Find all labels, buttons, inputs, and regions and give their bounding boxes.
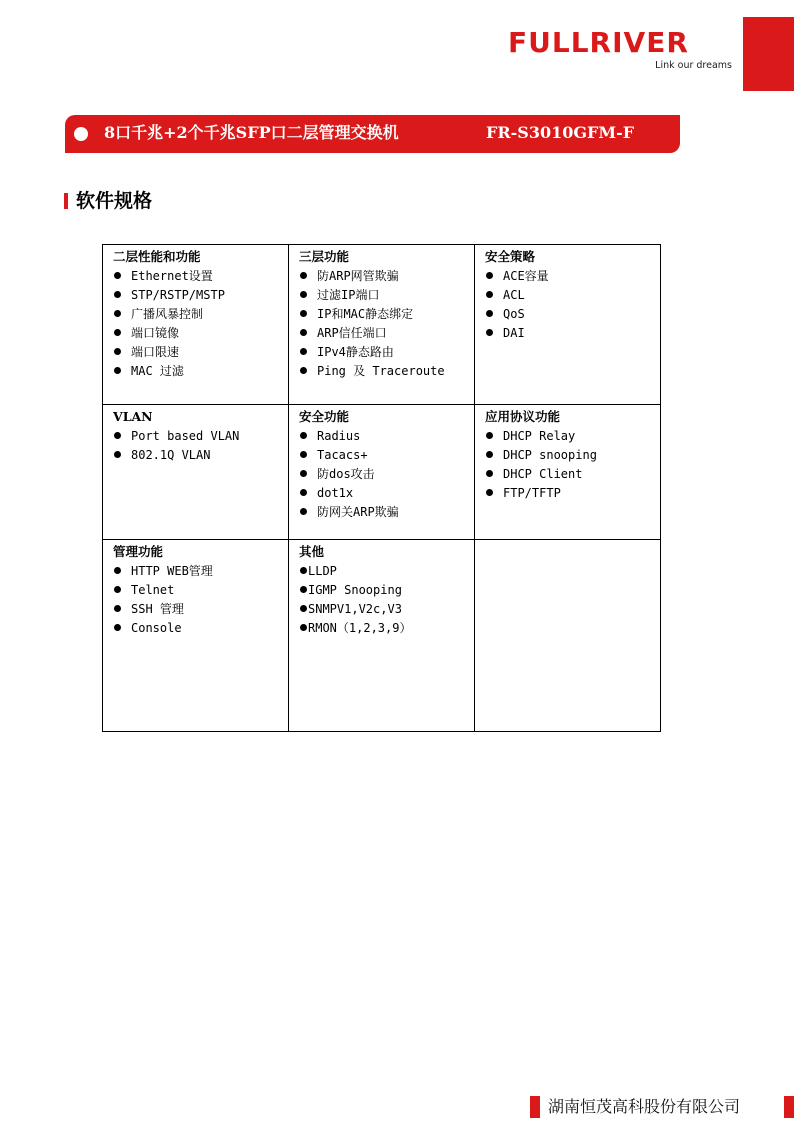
list-item: DHCP Relay [485, 427, 654, 446]
bullet-icon [486, 310, 493, 317]
list-item: QoS [485, 305, 654, 324]
product-name: 8口千兆+2个千兆SFP口二层管理交换机 [104, 123, 399, 142]
feature-list [299, 562, 468, 638]
list-item: Ping 及 Traceroute [299, 362, 468, 381]
bullet-icon [486, 432, 493, 439]
bullet-icon [300, 605, 307, 612]
list-item: Console [113, 619, 282, 638]
section-marker [64, 193, 68, 209]
bullet-icon [114, 329, 121, 336]
bullet-icon [114, 432, 121, 439]
spec-cell-l3 [289, 245, 475, 405]
product-model: FR-S3010GFM-F [486, 123, 635, 142]
list-item: HTTP WEB管理 [113, 562, 282, 581]
list-item: RMON（1,2,3,9） [299, 619, 468, 638]
bullet-icon [114, 310, 121, 317]
feature-list [113, 562, 282, 638]
list-item: ARP信任端口 [299, 324, 468, 343]
section-title: 软件规格 [76, 190, 153, 212]
cell-heading: 三层功能 [299, 249, 350, 264]
list-item: 防dos攻击 [299, 465, 468, 484]
list-item: SSH 管理 [113, 600, 282, 619]
list-item: MAC 过滤 [113, 362, 282, 381]
software-spec-table [102, 244, 661, 732]
list-item: 广播风暴控制 [113, 305, 282, 324]
list-item: 802.1Q VLAN [113, 446, 282, 465]
spec-cell-l2 [103, 245, 289, 405]
bullet-icon [300, 310, 307, 317]
list-item: 过滤IP端口 [299, 286, 468, 305]
bullet-icon [486, 451, 493, 458]
list-item: IP和MAC静态绑定 [299, 305, 468, 324]
spec-cell-security-functions [289, 405, 475, 540]
bullet-icon [300, 451, 307, 458]
bullet-icon [300, 432, 307, 439]
list-item: DHCP Client [485, 465, 654, 484]
bullet-icon [300, 272, 307, 279]
logo-wordmark: FULLRIVER [508, 26, 689, 59]
bullet-icon [114, 272, 121, 279]
bullet-icon [300, 586, 307, 593]
footer-marker [530, 1096, 540, 1118]
list-item: DHCP snooping [485, 446, 654, 465]
spec-cell-vlan [103, 405, 289, 540]
bullet-icon [114, 567, 121, 574]
cell-heading: 二层性能和功能 [113, 249, 201, 264]
corner-accent-block [743, 17, 794, 91]
table-row [103, 245, 661, 405]
bullet-icon [114, 451, 121, 458]
bullet-icon [114, 348, 121, 355]
bullet-icon [300, 367, 307, 374]
bullet-icon [300, 329, 307, 336]
list-item: Radius [299, 427, 468, 446]
cell-heading: 应用协议功能 [485, 409, 561, 424]
list-item: DAI [485, 324, 654, 343]
feature-list [113, 427, 282, 465]
bullet-icon [114, 624, 121, 631]
list-item: SNMPV1,V2c,V3 [299, 600, 468, 619]
spec-cell-app-protocols [475, 405, 661, 540]
bullet-icon [114, 586, 121, 593]
cell-heading: 其他 [299, 544, 325, 559]
bullet-icon [300, 291, 307, 298]
list-item: STP/RSTP/MSTP [113, 286, 282, 305]
list-item: Port based VLAN [113, 427, 282, 446]
cell-heading: VLAN [113, 409, 153, 424]
bullet-icon [300, 567, 307, 574]
feature-list [485, 427, 654, 503]
bullet-icon [300, 508, 307, 515]
list-item: 防ARP网管欺骗 [299, 267, 468, 286]
cell-heading: 安全功能 [299, 409, 350, 424]
bullet-icon [300, 624, 307, 631]
cell-heading: 安全策略 [485, 249, 536, 264]
spec-cell-empty [475, 540, 661, 732]
feature-list [485, 267, 654, 343]
footer-marker-right [784, 1096, 794, 1118]
bullet-icon [114, 291, 121, 298]
bullet-icon [300, 348, 307, 355]
footer-company-name: 湖南恒茂高科股份有限公司 [548, 1097, 741, 1116]
feature-list [113, 267, 282, 381]
bullet-icon [300, 489, 307, 496]
list-item: IGMP Snooping [299, 581, 468, 600]
bullet-icon [486, 272, 493, 279]
bullet-icon [114, 605, 121, 612]
table-row [103, 540, 661, 732]
list-item: Tacacs+ [299, 446, 468, 465]
feature-list [299, 267, 468, 381]
logo-tagline: Link our dreams [655, 60, 732, 71]
bullet-icon [486, 470, 493, 477]
spec-cell-management [103, 540, 289, 732]
list-item: FTP/TFTP [485, 484, 654, 503]
company-logo [508, 26, 740, 76]
bullet-icon [486, 329, 493, 336]
list-item: Ethernet设置 [113, 267, 282, 286]
list-item: ACL [485, 286, 654, 305]
list-item: 端口镜像 [113, 324, 282, 343]
list-item: IPv4静态路由 [299, 343, 468, 362]
feature-list [299, 427, 468, 522]
bullet-icon [300, 470, 307, 477]
bullet-icon [486, 489, 493, 496]
bullet-icon [486, 291, 493, 298]
spec-cell-security-policy [475, 245, 661, 405]
cell-heading: 管理功能 [113, 544, 164, 559]
title-bullet-icon [74, 127, 88, 141]
list-item: 防网关ARP欺骗 [299, 503, 468, 522]
list-item: LLDP [299, 562, 468, 581]
bullet-icon [114, 367, 121, 374]
list-item: 端口限速 [113, 343, 282, 362]
list-item: dot1x [299, 484, 468, 503]
spec-cell-other [289, 540, 475, 732]
list-item: Telnet [113, 581, 282, 600]
table-row [103, 405, 661, 540]
list-item: ACE容量 [485, 267, 654, 286]
